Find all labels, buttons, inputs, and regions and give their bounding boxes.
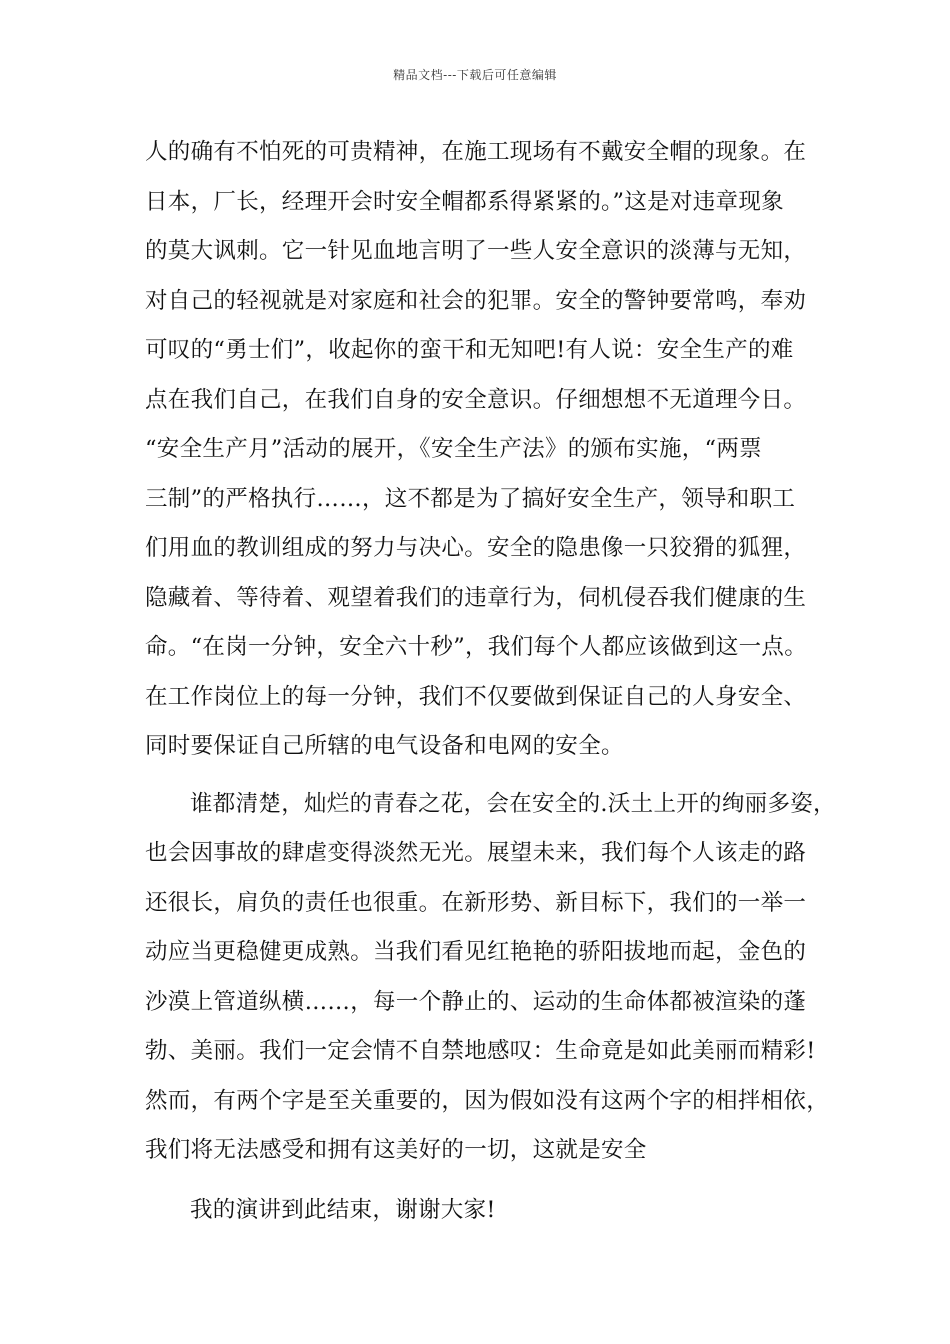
text-line: 可叹的“勇士们”，收起你的蛮干和无知吧!有人说：安全生产的难 bbox=[145, 337, 794, 363]
text-line: 命。“在岗一分钟，安全六十秒”，我们每个人都应该做到这一点。 bbox=[145, 634, 808, 660]
text-line: 动应当更稳健更成熟。当我们看见红艳艳的骄阳拔地而起，金色的 bbox=[145, 939, 807, 965]
text-line: 我的演讲到此结束，谢谢大家! bbox=[190, 1196, 496, 1223]
text-line: 在工作岗位上的每一分钟，我们不仅要做到保证自己的人身安全、 bbox=[145, 683, 807, 710]
text-line: 沙漠上管道纵横……，每一个静止的、运动的生命体都被渲染的蓬 bbox=[145, 988, 807, 1015]
paragraph-1 bbox=[145, 135, 835, 779]
text-line: 勃、美丽。我们一定会情不自禁地感叹：生命竟是如此美丽而精彩! bbox=[145, 1038, 816, 1064]
text-line: 还很长，肩负的责任也很重。在新形势、新目标下，我们的一举一 bbox=[145, 889, 807, 916]
page-header: 精品文档---下载后可任意编辑 bbox=[393, 68, 557, 82]
text-line: 也会因事故的肆虐变得淡然无光。展望未来，我们每个人该走的路 bbox=[145, 840, 807, 866]
paragraph-3 bbox=[145, 1193, 835, 1243]
text-line: 我们将无法感受和拥有这美好的一切，这就是安全 bbox=[145, 1137, 647, 1163]
document-body bbox=[145, 135, 835, 1242]
text-line: 的莫大讽刺。它一针见血地言明了一些人安全意识的淡薄与无知， bbox=[145, 238, 807, 264]
text-line: 隐藏着、等待着、观望着我们的违章行为，伺机侵吞我们健康的生 bbox=[145, 584, 807, 611]
text-line: 日本，厂长，经理开会时安全帽都系得紧紧的。”这是对违章现象 bbox=[145, 188, 784, 215]
paragraph-2 bbox=[145, 787, 835, 1183]
text-line: 然而，有两个字是至关重要的，因为假如没有这两个字的相拌相依， bbox=[145, 1087, 830, 1114]
text-line: 三制”的严格执行……，这不都是为了搞好安全生产，领导和职工 bbox=[145, 485, 796, 512]
text-line: 谁都清楚，灿烂的青春之花，会在安全的.沃土上开的绚丽多姿， bbox=[190, 790, 836, 817]
text-line: 人的确有不怕死的可贵精神，在施工现场有不戴安全帽的现象。在 bbox=[145, 139, 807, 165]
text-line: 对自己的轻视就是对家庭和社会的犯罪。安全的警钟要常鸣，奉劝 bbox=[145, 287, 807, 314]
text-line: 点在我们自己，在我们自身的安全意识。仔细想想不无道理今日。 bbox=[145, 386, 807, 413]
text-line: “安全生产月”活动的展开，《安全生产法》的颁布实施，“两票 bbox=[145, 436, 762, 462]
text-line: 同时要保证自己所辖的电气设备和电网的安全。 bbox=[145, 733, 624, 759]
text-line: 们用血的教训组成的努力与决心。安全的隐患像一只狡猾的狐狸， bbox=[145, 535, 807, 561]
